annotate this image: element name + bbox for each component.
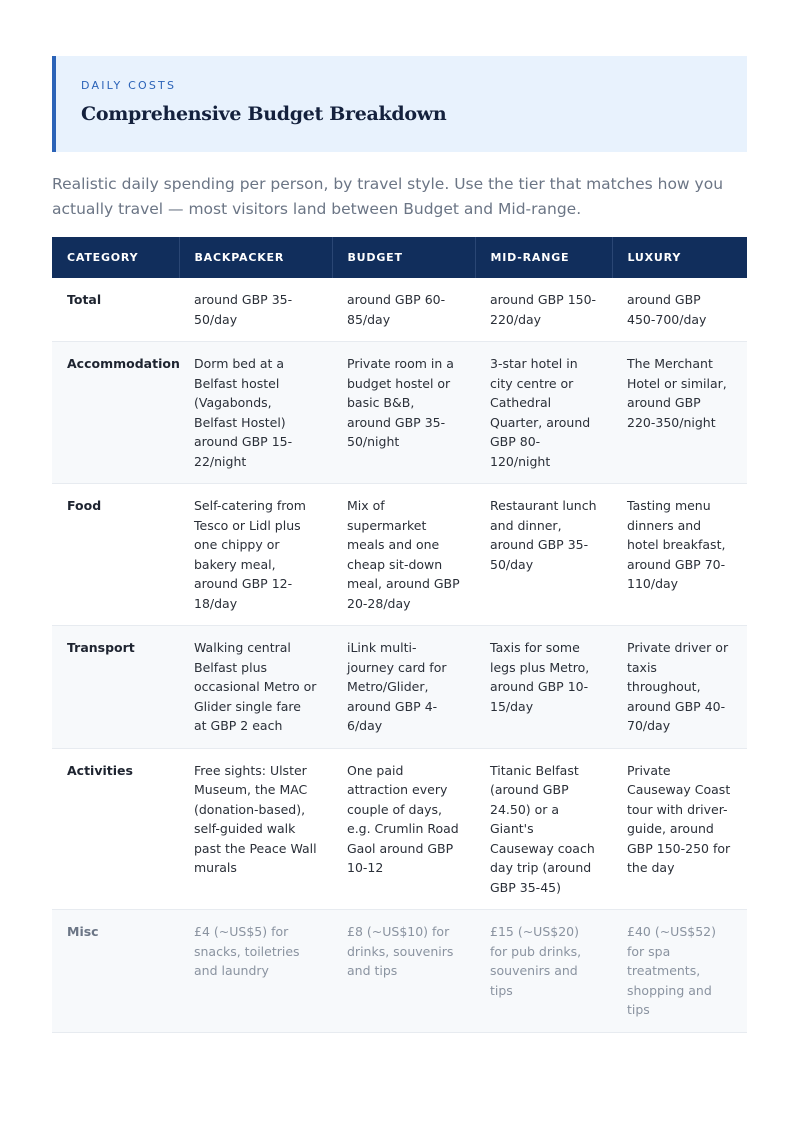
cell-backpacker: Self-catering from Tesco or Lidl plus one chippy or bakery meal, around GBP 12-18/day (179, 484, 332, 626)
row-category: Misc (52, 910, 179, 1033)
cell-mid-range: around GBP 150-220/day (475, 278, 612, 342)
page-title: Comprehensive Budget Breakdown (81, 103, 447, 125)
column-header-budget: BUDGET (332, 237, 475, 278)
cell-budget: Mix of supermarket meals and one cheap sit-down meal, around GBP 20-28/day (332, 484, 475, 626)
cell-luxury: Tasting menu dinners and hotel breakfast, around GBP 70-110/day (612, 484, 747, 626)
intro-paragraph: Realistic daily spending per person, by travel style. Use the tier that matches how you actually travel — most visitors land between Budget and Mid-range. (52, 175, 724, 218)
cell-mid-range: 3-star hotel in city centre or Cathedral Quarter, around GBP 80-120/night (475, 342, 612, 484)
section-header (52, 56, 747, 152)
column-header-luxury: LUXURY (612, 237, 747, 278)
cell-budget: around GBP 60-85/day (332, 278, 475, 342)
table-row (52, 342, 747, 484)
table-row (52, 910, 747, 1033)
table-row (52, 626, 747, 749)
cell-luxury: Private Causeway Coast tour with driver-guide, around GBP 150-250 for the day (612, 748, 747, 910)
cell-luxury: £40 (~US$52) for spa treatments, shopping and tips (612, 910, 747, 1033)
cell-luxury: The Merchant Hotel or similar, around GBP 220-350/night (612, 342, 747, 484)
cell-mid-range: Restaurant lunch and dinner, around GBP 35-50/day (475, 484, 612, 626)
cell-backpacker: around GBP 35-50/day (179, 278, 332, 342)
column-header-backpacker: BACKPACKER (179, 237, 332, 278)
column-header-category: CATEGORY (52, 237, 179, 278)
column-header-mid-range: MID-RANGE (475, 237, 612, 278)
table-row (52, 748, 747, 910)
row-category: Transport (52, 626, 179, 749)
cell-luxury: Private driver or taxis throughout, around GBP 40-70/day (612, 626, 747, 749)
cell-backpacker: Dorm bed at a Belfast hostel (Vagabonds, Belfast Hostel) around GBP 15-22/night (179, 342, 332, 484)
cell-backpacker: Walking central Belfast plus occasional Metro or Glider single fare at GBP 2 each (179, 626, 332, 749)
cell-budget: iLink multi-journey card for Metro/Glider, around GBP 4-6/day (332, 626, 475, 749)
cell-budget: £8 (~US$10) for drinks, souvenirs and tips (332, 910, 475, 1033)
table-row (52, 484, 747, 626)
table-header-row (52, 237, 747, 278)
budget-table (52, 237, 747, 1033)
section-eyebrow: DAILY COSTS (81, 79, 177, 92)
cell-backpacker: £4 (~US$5) for snacks, toiletries and laundry (179, 910, 332, 1033)
cell-mid-range: Titanic Belfast (around GBP 24.50) or a Giant's Causeway coach day trip (around GBP 35-45) (475, 748, 612, 910)
row-category: Activities (52, 748, 179, 910)
cell-budget: Private room in a budget hostel or basic B&B, around GBP 35-50/night (332, 342, 475, 484)
row-category: Food (52, 484, 179, 626)
cell-luxury: around GBP 450-700/day (612, 278, 747, 342)
cell-backpacker: Free sights: Ulster Museum, the MAC (donation-based), self-guided walk past the Peace Wall murals (179, 748, 332, 910)
row-category: Accommodation (52, 342, 179, 484)
table-row (52, 278, 747, 342)
row-category: Total (52, 278, 179, 342)
cell-mid-range: Taxis for some legs plus Metro, around GBP 10-15/day (475, 626, 612, 749)
cell-budget: One paid attraction every couple of days, e.g. Crumlin Road Gaol around GBP 10-12 (332, 748, 475, 910)
cell-mid-range: £15 (~US$20) for pub drinks, souvenirs and tips (475, 910, 612, 1033)
